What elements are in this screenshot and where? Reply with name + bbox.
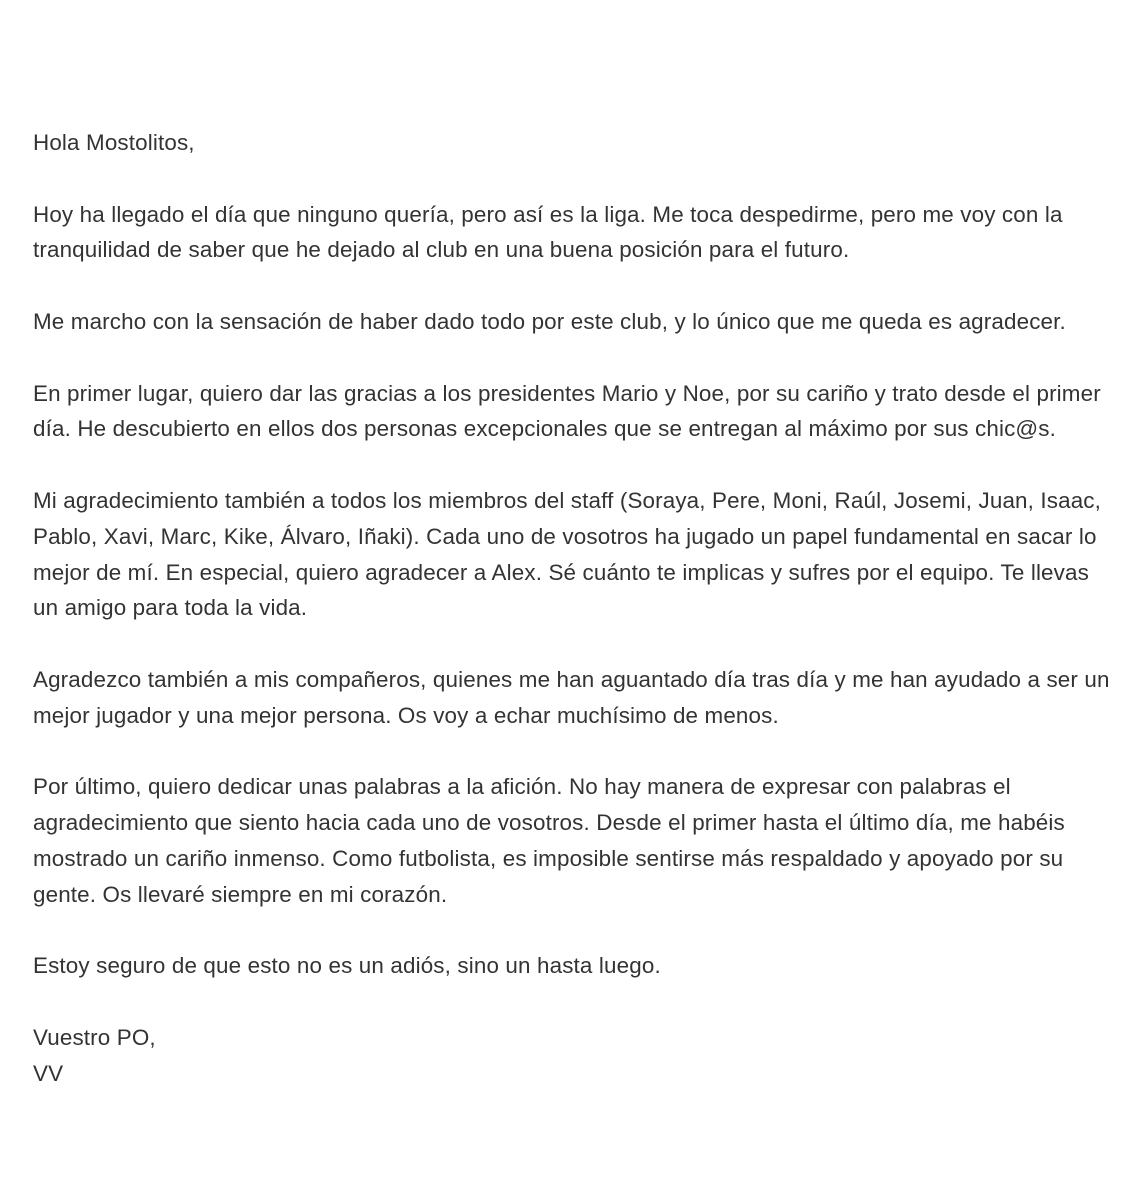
paragraph-teammates: Agradezco también a mis compañeros, quienes me han aguantado día tras día y me han ayudado a ser un mejor jugador y una mejor persona. Os voy a echar muchísimo de menos. (33, 666, 1110, 728)
paragraph-presidents: En primer lugar, quiero dar las gracias a los presidentes Mario y Noe, por su cariño y trato desde el primer día. He descubierto en ellos dos personas excepcionales que se entregan al máximo por sus chic@s. (33, 380, 1101, 442)
signoff: Vuestro PO, (33, 1024, 156, 1050)
paragraph-staff: Mi agradecimiento también a todos los miembros del staff (Soraya, Pere, Moni, Raúl, Josemi, Juan, Isaac, Pablo, Xavi, Marc, Kike, Álvaro, Iñaki). Cada uno de vosotros ha jugado un papel fundamental en sacar lo mejor de mí. En especial, quiero agradecer a Alex. Sé cuánto te implicas y sufres por el equipo. Te llevas un amigo para toda la vida. (33, 487, 1102, 621)
paragraph-farewell: Hoy ha llegado el día que ninguno quería, pero así es la liga. Me toca despedirme, pero me voy con la tranquilidad de saber que he dejado al club en una buena posición para el futuro. (33, 201, 1063, 263)
paragraph-closing: Estoy seguro de que esto no es un adiós, sino un hasta luego. (33, 953, 661, 979)
letter-body (33, 125, 1113, 1092)
signature: VV (33, 1060, 64, 1086)
paragraph-fans: Por último, quiero dedicar unas palabras a la afición. No hay manera de expresar con palabras el agradecimiento que siento hacia cada uno de vosotros. Desde el primer hasta el último día, me habéis mostrado un cariño inmenso. Como futbolista, es imposible sentirse más respaldado y apoyado por su gente. Os llevaré siempre en mi corazón. (33, 774, 1065, 907)
paragraph-gratitude: Me marcho con la sensación de haber dado todo por este club, y lo único que me queda es agradecer. (33, 308, 1066, 334)
greeting: Hola Mostolitos, (33, 130, 195, 155)
